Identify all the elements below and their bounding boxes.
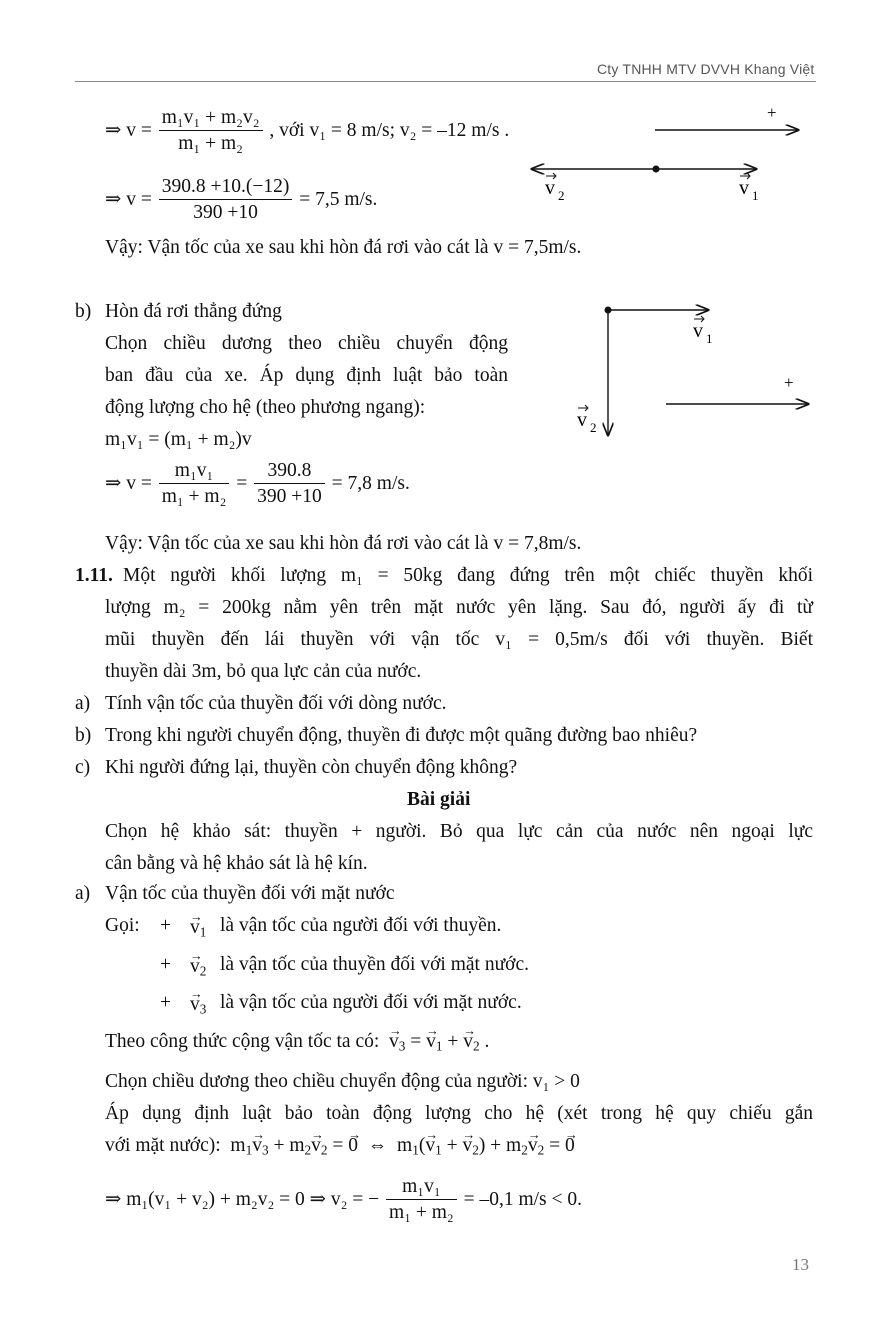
fraction-numerator: m₁v₁ + m₂v₂ (159, 106, 263, 131)
fraction-denominator: 390 +10 (257, 486, 322, 508)
question-b-label: b) (75, 725, 92, 746)
solution-a-title: Vận tốc của thuyền đối với mặt nước (105, 883, 395, 904)
final-prefix: ⇒ m₁(v₁ + v₂) + m₂v₂ = 0 ⇒ (105, 1188, 326, 1210)
velocity-formula (105, 106, 509, 157)
part-b-line3: động lượng cho hệ (theo phương ngang): (105, 397, 426, 418)
question-c: Khi người đứng lại, thuyền còn chuyển động không? (105, 757, 518, 778)
solution-a-label: a) (75, 883, 91, 904)
velocity-result-b (105, 459, 410, 510)
v2-label: v (545, 177, 555, 199)
apply-line2 (105, 1136, 575, 1157)
question-c-label: c) (75, 757, 91, 778)
fraction-denominator: m₁ + m₂ (161, 486, 227, 508)
velocity-diagram-2 (560, 295, 820, 445)
plus-sign: + (767, 103, 777, 122)
formula-fraction (159, 175, 293, 226)
part-b-line2: ban đầu của xe. Áp dụng định luật bảo toàn (105, 365, 508, 386)
fraction-numerator: m₁v₁ (159, 459, 230, 484)
equals-sign: = (236, 472, 248, 494)
momentum-equation: m₁v₁ = (m₁ + m₂)v (105, 429, 252, 450)
formula-fraction (159, 106, 263, 157)
definition-v1: là vận tốc của người đối với thuyền. (220, 915, 502, 936)
formula-text: Theo công thức cộng vận tốc ta có: (105, 1031, 380, 1052)
apply-text: với mặt nước): (105, 1135, 221, 1156)
part-b-title: Hòn đá rơi thẳng đứng (105, 301, 282, 322)
def1-vector: → $v_1$ (190, 918, 206, 939)
solution-intro2: cân bằng và hệ khảo sát là hệ kín. (105, 853, 368, 874)
direction-choice: Chọn chiều dương theo chiều chuyển động của người: v₁ > 0 (105, 1071, 580, 1092)
question-b: Trong khi người chuyển động, thuyền đi được một quãng đường bao nhiêu? (105, 725, 698, 746)
formula-tail: = 7,5 m/s. (299, 188, 378, 210)
velocity-addition (105, 1032, 489, 1053)
problem-line2: lượng m₂ = 200kg nằm yên trên mặt nước yên lặng. Sau đó, người ấy đi từ (105, 597, 813, 618)
fraction-numerator: m₁v₁ (386, 1175, 457, 1200)
solution-intro1: Chọn hệ khảo sát: thuyền + người. Bỏ qua lực cản của nước nên ngoại lực (105, 821, 813, 842)
formula-tail: = 7,8 m/s. (331, 472, 410, 494)
def2-vector: → $v_2$ (190, 957, 206, 978)
v1-label: v (693, 320, 703, 342)
def3-vector: → $v_3$ (190, 995, 206, 1016)
formula-tail: , với v₁ = 8 m/s; v₂ = –12 m/s . (269, 119, 510, 141)
fraction-denominator: m₁ + m₂ (389, 1202, 454, 1224)
momentum-vector-equation: $m_1\to v_3 + m_2\to v_2$ = → 0 ⇔ $m_1(\to v_1$ + → $v_2) + m_2\to v_2$ = → 0 (226, 1135, 575, 1156)
goi-label: Gọi: (105, 915, 140, 936)
origin-point (653, 166, 660, 173)
formula-fraction (254, 459, 325, 510)
formula-fraction (159, 459, 230, 510)
fraction-numerator: 390.8 (254, 459, 325, 484)
question-a: Tính vận tốc của thuyền đối với dòng nước. (105, 693, 447, 714)
formula-prefix: ⇒ v = (105, 472, 152, 494)
velocity-diagram-1 (520, 100, 820, 210)
question-a-label: a) (75, 693, 91, 714)
plus-sign: + (784, 373, 794, 392)
problem-line3: mũi thuyền đến lái thuyền với vận tốc v₁ = 0,5m/s đối với thuyền. Biết (105, 629, 813, 650)
def2-plus: + (160, 954, 171, 975)
final-result (105, 1175, 582, 1226)
v1-label: v (739, 177, 749, 199)
v2-label: v (577, 409, 587, 431)
vector-sum: → $v_3$ = → $v_1$ + → $v_2$ . (384, 1031, 489, 1052)
velocity-numeric (105, 175, 377, 226)
fraction-denominator: m₁ + m₂ (178, 133, 243, 155)
page-number: 13 (792, 1255, 809, 1274)
problem-line4: thuyền dài 3m, bỏ qua lực cản của nước. (105, 661, 422, 682)
v2-label-sub: 2 (558, 188, 565, 203)
final-v2: v₂ = − (330, 1188, 380, 1210)
publisher-header: Cty TNHH MTV DVVH Khang Việt (597, 61, 815, 77)
problem-line1: Một người khối lượng m₁ = 50kg đang đứng trên một chiếc thuyền khối (123, 565, 813, 586)
fraction-numerator: 390.8 +10.(−12) (159, 175, 293, 200)
formula-prefix: ⇒ v = (105, 188, 152, 210)
conclusion-a: Vậy: Vận tốc của xe sau khi hòn đá rơi vào cát là v = 7,5m/s. (105, 237, 582, 258)
fraction-denominator: 390 +10 (193, 202, 258, 224)
def1-plus: + (160, 915, 171, 936)
def3-plus: + (160, 992, 171, 1013)
v1-label-sub: 1 (706, 331, 713, 346)
formula-prefix: ⇒ v = (105, 119, 152, 141)
v1-label-sub: 1 (752, 188, 759, 203)
final-tail: = –0,1 m/s < 0. (463, 1188, 583, 1210)
definition-v2: là vận tốc của thuyền đối với mặt nước. (220, 954, 529, 975)
solution-heading: Bài giải (407, 789, 471, 810)
part-b-line1: Chọn chiều dương theo chiều chuyển động (105, 333, 508, 354)
apply-line1: Áp dụng định luật bảo toàn động lượng cho hệ (xét trong hệ quy chiếu gắn (105, 1103, 813, 1124)
definition-v3: là vận tốc của người đối với mặt nước. (220, 992, 522, 1013)
v2-label-sub: 2 (590, 420, 597, 435)
part-b-label: b) (75, 301, 92, 322)
problem-number: 1.11. (75, 565, 113, 586)
formula-fraction (386, 1175, 457, 1226)
conclusion-b: Vậy: Vận tốc của xe sau khi hòn đá rơi vào cát là v = 7,8m/s. (105, 533, 582, 554)
header-rule (75, 81, 816, 82)
